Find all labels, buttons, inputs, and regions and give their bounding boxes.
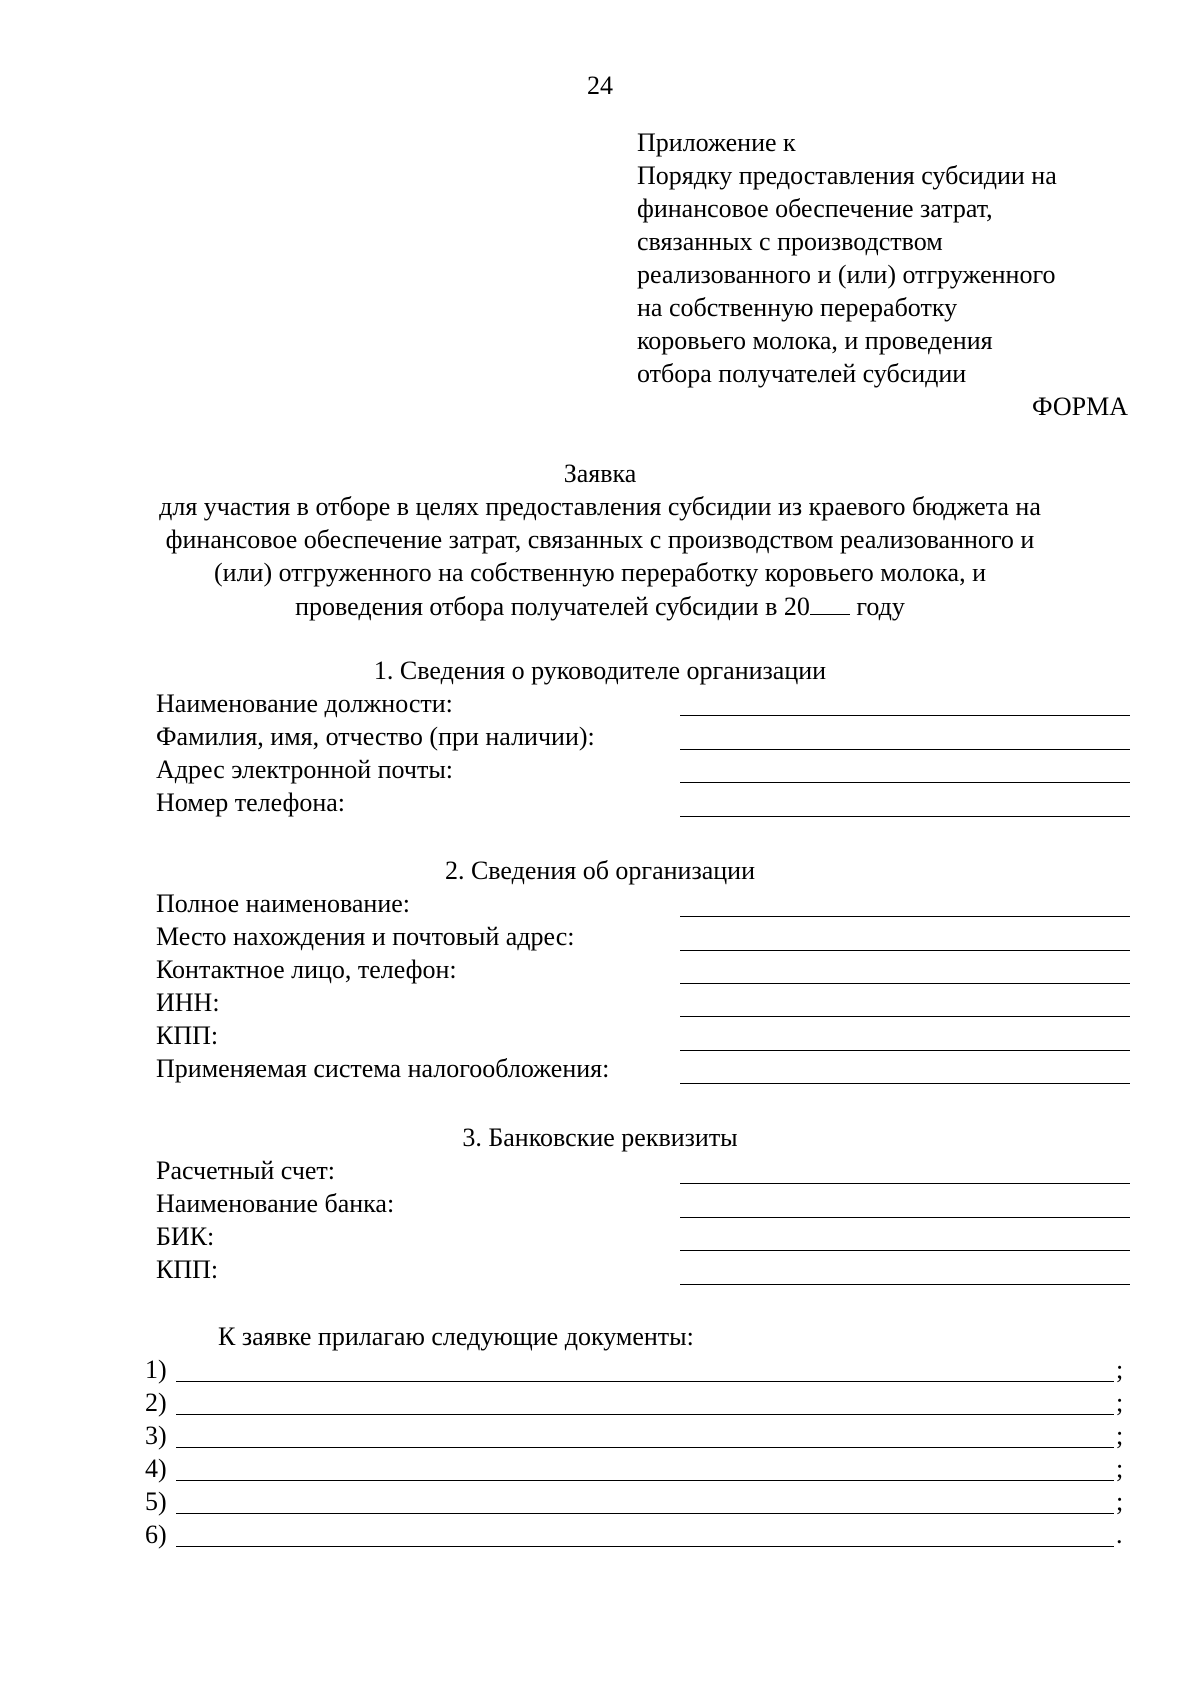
field-label: Применяемая система налогообложения:: [156, 1054, 610, 1083]
appendix-line: Порядку предоставления субсидии на: [637, 161, 1057, 190]
field-blank-line[interactable]: [680, 950, 1130, 951]
attachment-number: 2): [145, 1388, 167, 1417]
field-label: Адрес электронной почты:: [156, 755, 454, 784]
attachment-number: 3): [145, 1421, 167, 1450]
field-label: ИНН:: [156, 988, 220, 1017]
attachment-number: 6): [145, 1520, 167, 1549]
title-line-suffix: году: [856, 592, 905, 621]
attachment-blank-line[interactable]: [176, 1546, 1114, 1547]
appendix-line: коровьего молока, и проведения: [637, 326, 993, 355]
attachment-end-mark: ;: [1116, 1421, 1124, 1450]
field-label: КПП:: [156, 1255, 219, 1284]
title-line: (или) отгруженного на собственную переработку коровьего молока, и: [214, 558, 986, 587]
attachment-blank-line[interactable]: [176, 1480, 1114, 1481]
attachment-number: 4): [145, 1454, 167, 1483]
field-blank-line[interactable]: [680, 782, 1130, 783]
title-line-prefix: проведения отбора получателей субсидии в 20: [295, 592, 810, 621]
field-label: Контактное лицо, телефон:: [156, 955, 457, 984]
field-blank-line[interactable]: [680, 1250, 1130, 1251]
attachments-intro: К заявке прилагаю следующие документы:: [218, 1322, 694, 1351]
appendix-line: финансовое обеспечение затрат,: [637, 194, 993, 223]
appendix-line: отбора получателей субсидии: [637, 359, 967, 388]
field-label: Место нахождения и почтовый адрес:: [156, 922, 575, 951]
section-heading: 2. Сведения об организации: [444, 856, 756, 885]
appendix-line: реализованного и (или) отгруженного: [637, 260, 1056, 289]
year-blank-field[interactable]: [810, 590, 850, 615]
section-heading: 3. Банковские реквизиты: [462, 1123, 738, 1152]
attachment-end-mark: ;: [1116, 1487, 1124, 1516]
field-blank-line[interactable]: [680, 816, 1130, 817]
attachment-end-mark: ;: [1116, 1388, 1124, 1417]
field-blank-line[interactable]: [680, 1217, 1130, 1218]
title-line-year: [0, 590, 1200, 623]
field-blank-line[interactable]: [680, 1083, 1130, 1084]
field-blank-line[interactable]: [680, 1050, 1130, 1051]
field-label: Наименование должности:: [156, 689, 453, 718]
field-label: Фамилия, имя, отчество (при наличии):: [156, 722, 595, 751]
appendix-line: Приложение к: [637, 128, 796, 157]
title-heading: Заявка: [563, 459, 637, 488]
field-blank-line[interactable]: [680, 749, 1130, 750]
attachment-number: 1): [145, 1355, 167, 1384]
title-line: для участия в отборе в целях предоставления субсидии из краевого бюджета на: [159, 492, 1041, 521]
field-blank-line[interactable]: [680, 1183, 1130, 1184]
attachment-blank-line[interactable]: [176, 1447, 1114, 1448]
attachment-blank-line[interactable]: [176, 1414, 1114, 1415]
field-label: Наименование банка:: [156, 1189, 395, 1218]
title-line: финансовое обеспечение затрат, связанных с производством реализованного и: [165, 525, 1035, 554]
section-heading: 1. Сведения о руководителе организации: [373, 656, 827, 685]
field-label: БИК:: [156, 1222, 215, 1251]
attachment-number: 5): [145, 1487, 167, 1516]
field-blank-line[interactable]: [680, 983, 1130, 984]
field-blank-line[interactable]: [680, 1016, 1130, 1017]
appendix-line: связанных с производством: [637, 227, 943, 256]
field-label: КПП:: [156, 1021, 219, 1050]
attachment-blank-line[interactable]: [176, 1381, 1114, 1382]
attachment-end-mark: ;: [1116, 1355, 1124, 1384]
field-label: Номер телефона:: [156, 788, 346, 817]
field-label: Расчетный счет:: [156, 1156, 336, 1185]
page-number: 24: [587, 71, 613, 100]
field-blank-line[interactable]: [680, 1284, 1130, 1285]
attachment-end-mark: .: [1116, 1520, 1123, 1549]
appendix-line: на собственную переработку: [637, 293, 958, 322]
form-label: ФОРМА: [1032, 392, 1128, 421]
field-blank-line[interactable]: [680, 916, 1130, 917]
attachment-blank-line[interactable]: [176, 1513, 1114, 1514]
field-label: Полное наименование:: [156, 889, 411, 918]
field-blank-line[interactable]: [680, 715, 1130, 716]
attachment-end-mark: ;: [1116, 1454, 1124, 1483]
